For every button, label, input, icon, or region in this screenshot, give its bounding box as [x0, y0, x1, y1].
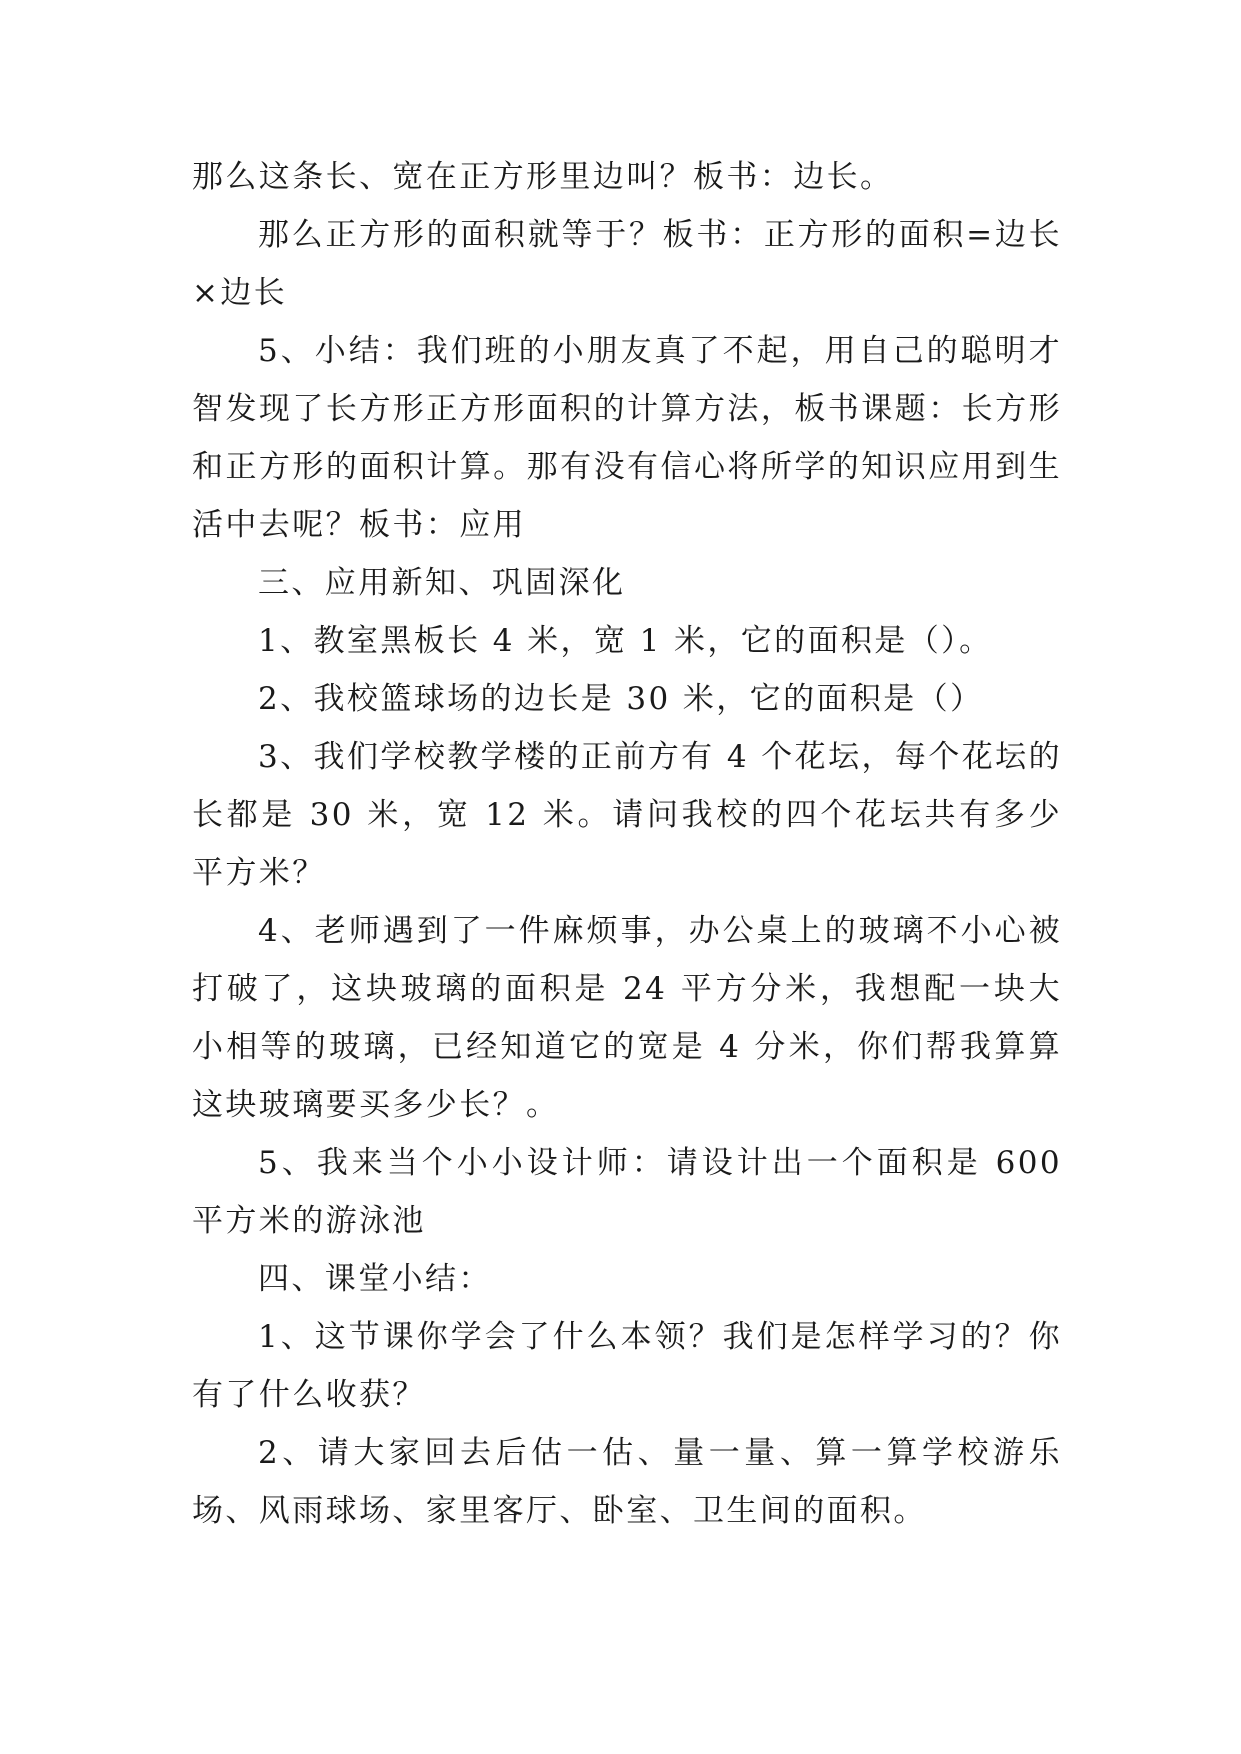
document-body	[192, 148, 1062, 1540]
exercise-2: 2、我校篮球场的边长是 30 米，它的面积是（）	[258, 681, 984, 717]
paragraph-summary: 5、小结：我们班的小朋友真了不起，用自己的聪明才智发现了长方形正方形面积的计算方法，板书课题：长方形和正方形的面积计算。那有没有信心将所学的知识应用到生活中去呢？板书：应用	[192, 333, 1062, 543]
paragraph-side-length: 那么这条长、宽在正方形里边叫？板书：边长。	[192, 159, 894, 195]
exercise-1: 1、教室黑板长 4 米，宽 1 米，它的面积是（）。	[258, 623, 993, 659]
exercise-3: 3、我们学校教学楼的正前方有 4 个花坛，每个花坛的长都是 30 米，宽 12 米。请问我校的四个花坛共有多少平方米？	[192, 739, 1062, 891]
exercise-4: 4、老师遇到了一件麻烦事，办公桌上的玻璃不小心被打破了，这块玻璃的面积是 24 平方分米，我想配一块大小相等的玻璃，已经知道它的宽是 4 分米，你们帮我算算这块玻璃要买多少长？。	[192, 913, 1062, 1123]
section-heading-class-summary: 四、课堂小结：	[258, 1261, 492, 1297]
summary-item-2: 2、请大家回去后估一估、量一量、算一算学校游乐场、风雨球场、家里客厅、卧室、卫生间的面积。	[192, 1435, 1062, 1529]
section-heading-apply: 三、应用新知、巩固深化	[258, 565, 626, 601]
paragraph-square-area-formula: 那么正方形的面积就等于？板书：正方形的面积=边长×边长	[192, 217, 1062, 311]
summary-item-1: 1、这节课你学会了什么本领？我们是怎样学习的？你有了什么收获？	[192, 1319, 1062, 1413]
exercise-5: 5、我来当个小小设计师：请设计出一个面积是 600 平方米的游泳池	[192, 1145, 1062, 1239]
